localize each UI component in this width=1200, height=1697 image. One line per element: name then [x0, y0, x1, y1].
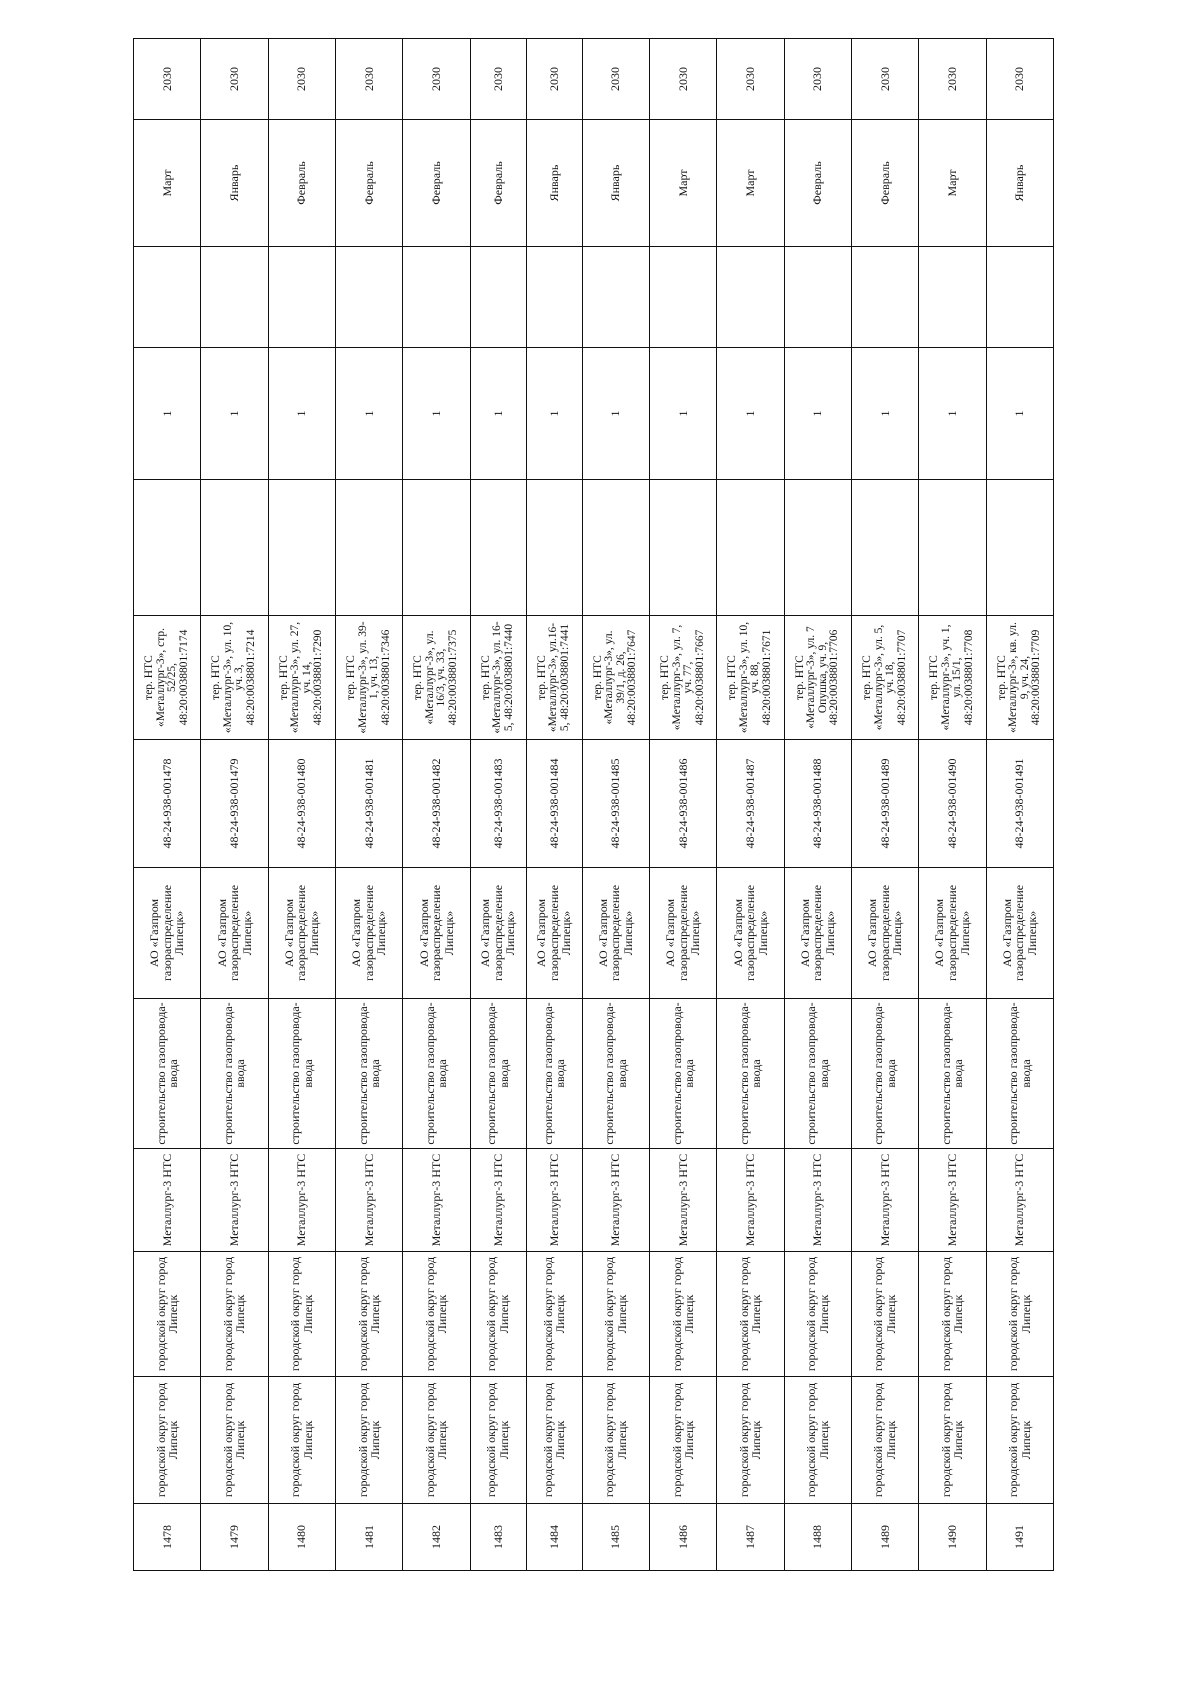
month: Февраль [851, 120, 918, 247]
count: 1 [919, 348, 986, 480]
month: Февраль [403, 120, 470, 247]
empty-cell [470, 480, 526, 616]
table-row [201, 39, 268, 1571]
rotated-table-wrapper [133, 67, 1054, 1571]
municipality: городской округ город Липецк [268, 1377, 335, 1504]
count: 1 [986, 348, 1054, 480]
year: 2030 [717, 39, 784, 120]
object-id: 48-24-938-001487 [717, 740, 784, 868]
work-type: строительство газопровода-ввода [986, 999, 1054, 1149]
empty-cell [268, 480, 335, 616]
address: тер. НТС «Металлург-3», ул. 7, уч. 77, 48:20:0038801:7667 [649, 616, 716, 740]
count: 1 [134, 348, 201, 480]
municipality: городской округ город Липецк [784, 1377, 851, 1504]
row-number: 1485 [582, 1504, 649, 1571]
address: тер. НТС «Металлург-3», ул. 39/1, д. 26, 48:20:0038801:7647 [582, 616, 649, 740]
empty-cell [582, 480, 649, 616]
organization: АО «Газпром газораспределение Липецк» [335, 868, 402, 999]
work-type: строительство газопровода-ввода [335, 999, 402, 1149]
count: 1 [851, 348, 918, 480]
count: 1 [717, 348, 784, 480]
organization: АО «Газпром газораспределение Липецк» [201, 868, 268, 999]
count: 1 [470, 348, 526, 480]
month: Февраль [470, 120, 526, 247]
municipality: городской округ город Липецк [470, 1377, 526, 1504]
year: 2030 [134, 39, 201, 120]
address: тер. НТС «Металлург-3», ул. 27, уч. 14, 48:20:0038801:7290 [268, 616, 335, 740]
address: тер. НТС «Металлург-3», ул. 16-5, 48:20:0038801:7440 [470, 616, 526, 740]
empty-cell [986, 480, 1054, 616]
address: тер. НТС «Металлург-3», ул. 7 Опушка, уч. 9, 48:20:0038801:7706 [784, 616, 851, 740]
table-row [919, 39, 986, 1571]
object-id: 48-24-938-001491 [986, 740, 1054, 868]
empty-cell [403, 480, 470, 616]
year: 2030 [784, 39, 851, 120]
month: Январь [201, 120, 268, 247]
table-row [335, 39, 402, 1571]
empty-cell [201, 480, 268, 616]
year: 2030 [403, 39, 470, 120]
table-row [784, 39, 851, 1571]
row-number: 1491 [986, 1504, 1054, 1571]
empty-cell [403, 247, 470, 348]
month: Февраль [784, 120, 851, 247]
municipality: городской округ город Липецк [335, 1377, 402, 1504]
empty-cell [134, 480, 201, 616]
municipal-district: городской округ город Липецк [470, 1252, 526, 1377]
settlement: Металлург-3 НТС [403, 1149, 470, 1252]
year: 2030 [851, 39, 918, 120]
count: 1 [335, 348, 402, 480]
object-id: 48-24-938-001482 [403, 740, 470, 868]
municipality: городской округ город Липецк [851, 1377, 918, 1504]
year: 2030 [919, 39, 986, 120]
table-row [582, 39, 649, 1571]
work-type: строительство газопровода-ввода [268, 999, 335, 1149]
settlement: Металлург-3 НТС [201, 1149, 268, 1252]
municipal-district: городской округ город Липецк [919, 1252, 986, 1377]
organization: АО «Газпром газораспределение Липецк» [851, 868, 918, 999]
month: Февраль [268, 120, 335, 247]
empty-cell [335, 247, 402, 348]
address: тер. НТС «Металлург-3», кв. ул. 9, уч. 24, 48:20:0038801:7709 [986, 616, 1054, 740]
address: тер. НТС «Металлург-3», ул. 16/3, уч. 33, 48:20:0038801:7375 [403, 616, 470, 740]
month: Январь [582, 120, 649, 247]
count: 1 [582, 348, 649, 480]
row-number: 1481 [335, 1504, 402, 1571]
settlement: Металлург-3 НТС [134, 1149, 201, 1252]
table-row [470, 39, 526, 1571]
settlement: Металлург-3 НТС [851, 1149, 918, 1252]
empty-cell [784, 247, 851, 348]
table-row [986, 39, 1054, 1571]
empty-cell [784, 480, 851, 616]
settlement: Металлург-3 НТС [335, 1149, 402, 1252]
work-type: строительство газопровода-ввода [582, 999, 649, 1149]
empty-cell [919, 480, 986, 616]
month: Март [134, 120, 201, 247]
object-id: 48-24-938-001479 [201, 740, 268, 868]
row-number: 1483 [470, 1504, 526, 1571]
work-type: строительство газопровода-ввода [134, 999, 201, 1149]
object-id: 48-24-938-001478 [134, 740, 201, 868]
object-id: 48-24-938-001483 [470, 740, 526, 868]
organization: АО «Газпром газораспределение Липецк» [919, 868, 986, 999]
work-type: строительство газопровода-ввода [784, 999, 851, 1149]
work-type: строительство газопровода-ввода [649, 999, 716, 1149]
municipality: городской округ город Липецк [717, 1377, 784, 1504]
table-row [268, 39, 335, 1571]
month: Февраль [335, 120, 402, 247]
municipality: городской округ город Липецк [582, 1377, 649, 1504]
object-id: 48-24-938-001480 [268, 740, 335, 868]
empty-cell [582, 247, 649, 348]
municipal-district: городской округ город Липецк [851, 1252, 918, 1377]
empty-cell [335, 480, 402, 616]
organization: АО «Газпром газораспределение Липецк» [986, 868, 1054, 999]
municipal-district: городской округ город Липецк [649, 1252, 716, 1377]
municipal-district: городской округ город Липецк [526, 1252, 582, 1377]
table-row [851, 39, 918, 1571]
organization: АО «Газпром газораспределение Липецк» [526, 868, 582, 999]
municipality: городской округ город Липецк [919, 1377, 986, 1504]
row-number: 1489 [851, 1504, 918, 1571]
work-type: строительство газопровода-ввода [470, 999, 526, 1149]
settlement: Металлург-3 НТС [649, 1149, 716, 1252]
municipal-district: городской округ город Липецк [582, 1252, 649, 1377]
address: тер. НТС «Металлург-3», уч. 1, ул. 15/1, 48:20:0038801:7708 [919, 616, 986, 740]
empty-cell [649, 247, 716, 348]
count: 1 [784, 348, 851, 480]
municipal-district: городской округ город Липецк [134, 1252, 201, 1377]
empty-cell [717, 480, 784, 616]
empty-cell [201, 247, 268, 348]
organization: АО «Газпром газораспределение Липецк» [784, 868, 851, 999]
year: 2030 [201, 39, 268, 120]
municipality: городской округ город Липецк [134, 1377, 201, 1504]
year: 2030 [582, 39, 649, 120]
settlement: Металлург-3 НТС [470, 1149, 526, 1252]
settlement: Металлург-3 НТС [582, 1149, 649, 1252]
empty-cell [851, 480, 918, 616]
year: 2030 [335, 39, 402, 120]
address: тер. НТС «Металлург-3», стр. 52/25, 48:20:0038801:7174 [134, 616, 201, 740]
organization: АО «Газпром газораспределение Липецк» [582, 868, 649, 999]
count: 1 [268, 348, 335, 480]
row-number: 1484 [526, 1504, 582, 1571]
year: 2030 [649, 39, 716, 120]
empty-cell [470, 247, 526, 348]
row-number: 1478 [134, 1504, 201, 1571]
settlement: Металлург-3 НТС [919, 1149, 986, 1252]
row-number: 1487 [717, 1504, 784, 1571]
municipal-district: городской округ город Липецк [403, 1252, 470, 1377]
municipal-district: городской округ город Липецк [986, 1252, 1054, 1377]
table-row [403, 39, 470, 1571]
empty-cell [526, 480, 582, 616]
object-id: 48-24-938-001488 [784, 740, 851, 868]
empty-cell [851, 247, 918, 348]
empty-cell [649, 480, 716, 616]
settlement: Металлург-3 НТС [784, 1149, 851, 1252]
month: Март [919, 120, 986, 247]
empty-cell [268, 247, 335, 348]
table-body [134, 39, 1054, 1571]
work-type: строительство газопровода-ввода [919, 999, 986, 1149]
row-number: 1482 [403, 1504, 470, 1571]
organization: АО «Газпром газораспределение Липецк» [134, 868, 201, 999]
organization: АО «Газпром газораспределение Липецк» [403, 868, 470, 999]
municipal-district: городской округ город Липецк [717, 1252, 784, 1377]
work-type: строительство газопровода-ввода [851, 999, 918, 1149]
municipality: городской округ город Липецк [201, 1377, 268, 1504]
object-id: 48-24-938-001484 [526, 740, 582, 868]
row-number: 1490 [919, 1504, 986, 1571]
count: 1 [649, 348, 716, 480]
municipality: городской округ город Липецк [403, 1377, 470, 1504]
object-id: 48-24-938-001489 [851, 740, 918, 868]
count: 1 [526, 348, 582, 480]
work-type: строительство газопровода-ввода [201, 999, 268, 1149]
address: тер. НТС «Металлург-3», ул.16-5, 48:20:0038801:7441 [526, 616, 582, 740]
object-id: 48-24-938-001490 [919, 740, 986, 868]
address: тер. НТС «Металлург-3», ул. 10, уч. 3, 48:20:0038801:7214 [201, 616, 268, 740]
table-row [649, 39, 716, 1571]
empty-cell [134, 247, 201, 348]
organization: АО «Газпром газораспределение Липецк» [649, 868, 716, 999]
settlement: Металлург-3 НТС [717, 1149, 784, 1252]
municipal-district: городской округ город Липецк [268, 1252, 335, 1377]
month: Март [717, 120, 784, 247]
address: тер. НТС «Металлург-3», ул. 39-1, уч. 13, 48:20:0038801:7346 [335, 616, 402, 740]
settlement: Металлург-3 НТС [526, 1149, 582, 1252]
object-id: 48-24-938-001485 [582, 740, 649, 868]
organization: АО «Газпром газораспределение Липецк» [717, 868, 784, 999]
table-row [134, 39, 201, 1571]
object-id: 48-24-938-001481 [335, 740, 402, 868]
count: 1 [403, 348, 470, 480]
year: 2030 [526, 39, 582, 120]
empty-cell [526, 247, 582, 348]
address: тер. НТС «Металлург-3», ул. 5, уч. 18, 48:20:0038801:7707 [851, 616, 918, 740]
empty-cell [717, 247, 784, 348]
row-number: 1480 [268, 1504, 335, 1571]
work-type: строительство газопровода-ввода [717, 999, 784, 1149]
row-number: 1479 [201, 1504, 268, 1571]
address: тер. НТС «Металлург-3», ул. 10, уч. 88, 48:20:0038801:7671 [717, 616, 784, 740]
year: 2030 [986, 39, 1054, 120]
empty-cell [986, 247, 1054, 348]
municipal-district: городской округ город Липецк [784, 1252, 851, 1377]
organization: АО «Газпром газораспределение Липецк» [470, 868, 526, 999]
settlement: Металлург-3 НТС [986, 1149, 1054, 1252]
municipality: городской округ город Липецк [986, 1377, 1054, 1504]
municipality: городской округ город Липецк [649, 1377, 716, 1504]
year: 2030 [268, 39, 335, 120]
object-id: 48-24-938-001486 [649, 740, 716, 868]
settlement: Металлург-3 НТС [268, 1149, 335, 1252]
row-number: 1488 [784, 1504, 851, 1571]
municipal-district: городской округ город Липецк [335, 1252, 402, 1377]
month: Март [649, 120, 716, 247]
table-row [717, 39, 784, 1571]
row-number: 1486 [649, 1504, 716, 1571]
year: 2030 [470, 39, 526, 120]
organization: АО «Газпром газораспределение Липецк» [268, 868, 335, 999]
gasification-schedule-table [133, 38, 1054, 1571]
count: 1 [201, 348, 268, 480]
municipal-district: городской округ город Липецк [201, 1252, 268, 1377]
month: Январь [526, 120, 582, 247]
empty-cell [919, 247, 986, 348]
municipality: городской округ город Липецк [526, 1377, 582, 1504]
work-type: строительство газопровода-ввода [526, 999, 582, 1149]
table-row [526, 39, 582, 1571]
month: Январь [986, 120, 1054, 247]
work-type: строительство газопровода-ввода [403, 999, 470, 1149]
